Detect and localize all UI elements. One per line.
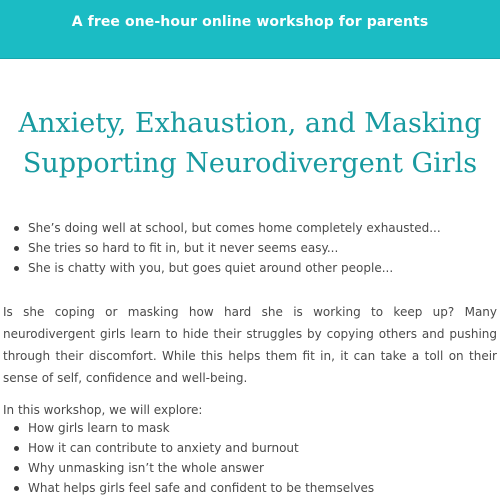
explore-list xyxy=(12,418,374,498)
bullet-dot-icon xyxy=(14,246,19,251)
header-banner xyxy=(0,0,500,59)
bullet-dot-icon xyxy=(14,226,19,231)
title-line-1: Anxiety, Exhaustion, and Masking xyxy=(18,108,482,139)
signs-list xyxy=(12,218,441,278)
list-item xyxy=(12,218,441,238)
bullet-dot-icon xyxy=(14,266,19,271)
list-item xyxy=(12,478,374,498)
explore-intro: In this workshop, we will explore: xyxy=(3,403,203,417)
list-item-text: She’s doing well at school, but comes home completely exhausted... xyxy=(28,221,441,235)
list-item-text: She tries so hard to fit in, but it never seems easy... xyxy=(28,241,339,255)
bullet-dot-icon xyxy=(14,426,19,431)
page-title xyxy=(0,104,500,184)
bullet-dot-icon xyxy=(14,486,19,491)
list-item xyxy=(12,458,374,478)
list-item xyxy=(12,238,441,258)
list-item xyxy=(12,258,441,278)
title-line-2: Supporting Neurodivergent Girls xyxy=(22,148,478,179)
bullet-dot-icon xyxy=(14,466,19,471)
list-item-text: Why unmasking isn’t the whole answer xyxy=(28,461,264,475)
list-item xyxy=(12,418,374,438)
bullet-dot-icon xyxy=(14,446,19,451)
list-item-text: How girls learn to mask xyxy=(28,421,170,435)
list-item xyxy=(12,438,374,458)
list-item-text: What helps girls feel safe and confident to be themselves xyxy=(28,481,375,495)
description-paragraph: Is she coping or masking how hard she is working to keep up? Many neurodivergent girls learn to hide their struggles by copying others and pushing through their discomfort. While this helps them fit in, it can take a toll on their sense of self, confidence and well-being. xyxy=(3,305,497,385)
list-item-text: How it can contribute to anxiety and burnout xyxy=(28,441,299,455)
list-item-text: She is chatty with you, but goes quiet around other people... xyxy=(28,261,394,275)
banner-text: A free one-hour online workshop for parents xyxy=(71,14,429,30)
